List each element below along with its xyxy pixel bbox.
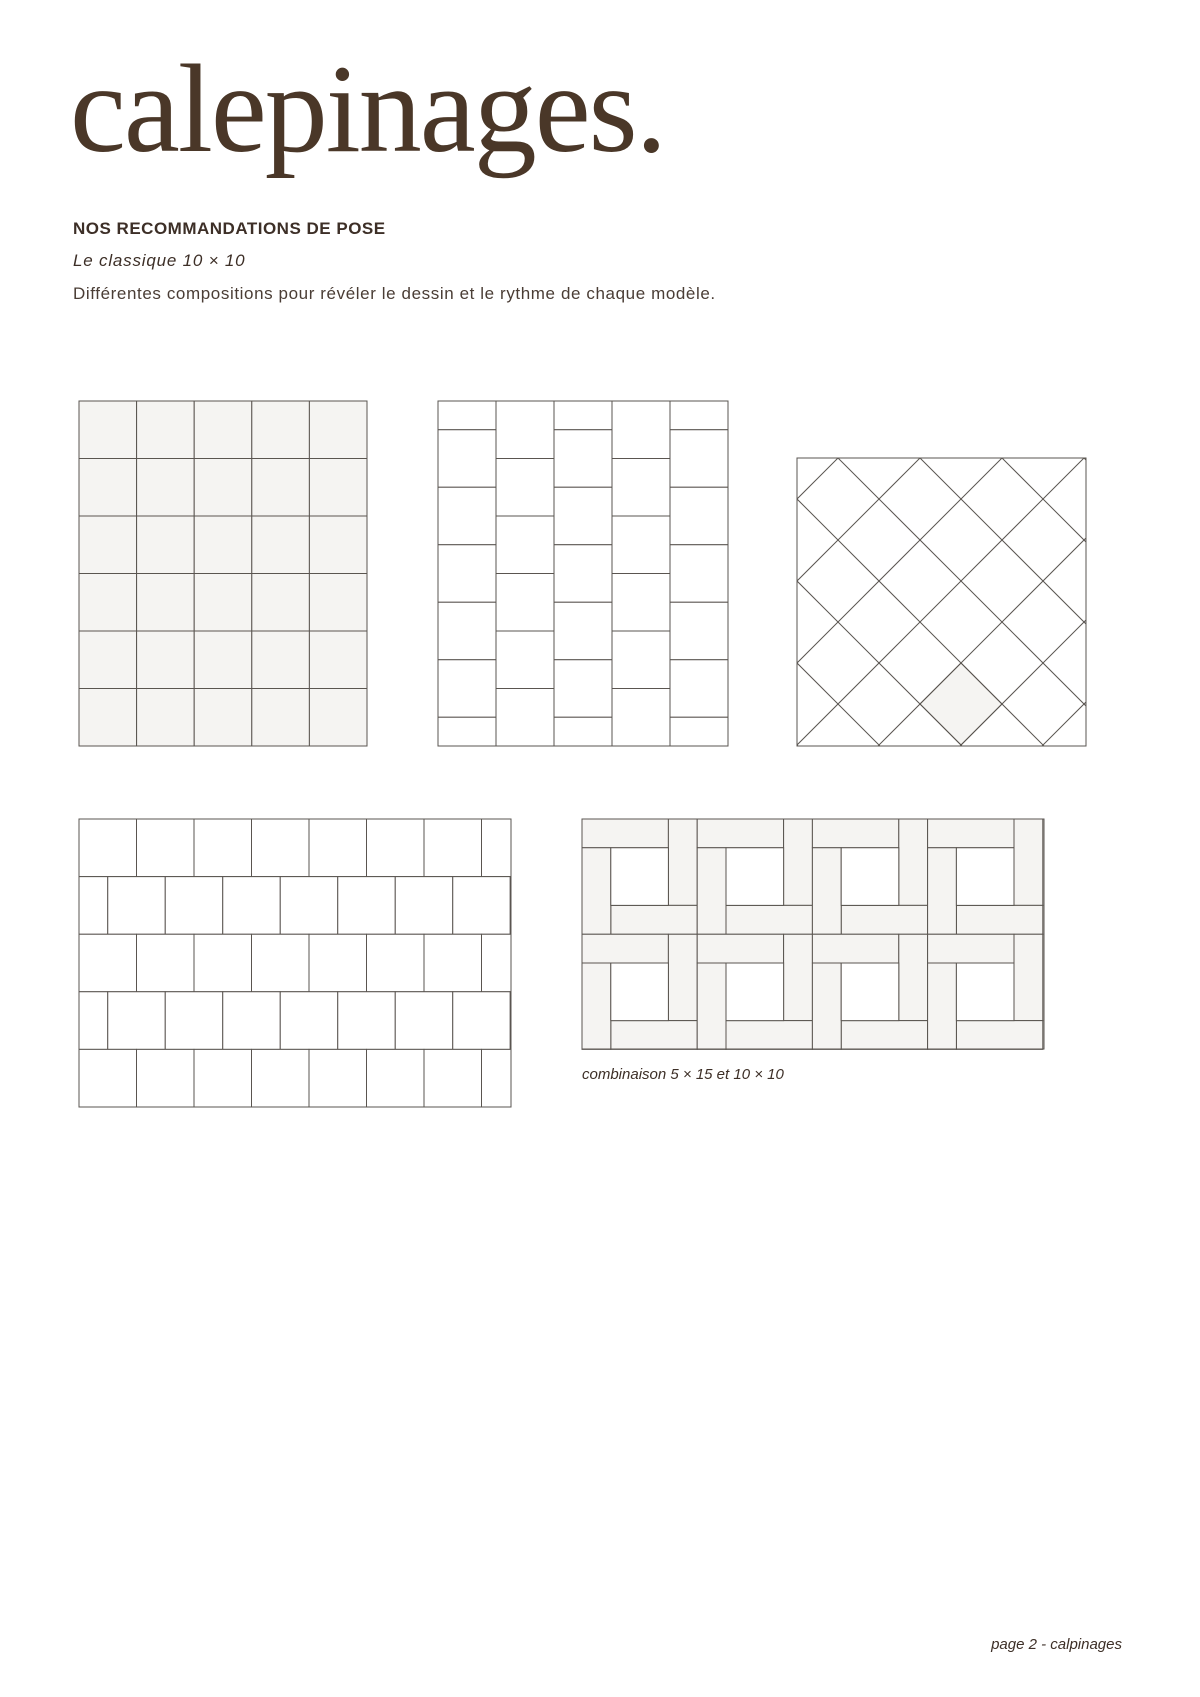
tile-joint — [1020, 448, 1200, 768]
tile — [582, 963, 611, 1049]
tile — [697, 848, 726, 934]
tile — [309, 819, 367, 877]
tile — [252, 934, 310, 992]
tile — [554, 545, 612, 603]
tile — [554, 430, 612, 488]
tile — [582, 934, 668, 963]
tile — [496, 689, 554, 747]
tile — [280, 992, 338, 1050]
tile — [309, 574, 367, 632]
tile — [611, 1021, 697, 1050]
tile — [137, 574, 195, 632]
tile — [137, 631, 195, 689]
pattern-caption: combinaison 5 × 15 et 10 × 10 — [582, 1066, 784, 1083]
tile — [137, 1049, 195, 1107]
tile — [309, 934, 367, 992]
tile — [482, 819, 512, 877]
tile — [697, 819, 783, 848]
tile — [194, 819, 252, 877]
tile — [309, 516, 367, 574]
tile — [438, 717, 496, 746]
tile — [554, 487, 612, 545]
tile — [438, 602, 496, 660]
tile — [668, 819, 697, 905]
tile-joint — [992, 448, 1200, 768]
tile — [812, 848, 841, 934]
tile — [165, 877, 223, 935]
tile — [554, 660, 612, 718]
tile — [79, 459, 137, 517]
tile — [194, 1049, 252, 1107]
tile — [726, 905, 812, 934]
pattern-vertical-offset — [438, 401, 728, 746]
tile — [438, 401, 496, 430]
tile — [697, 963, 726, 1049]
tile — [280, 877, 338, 935]
subtitle: Le classique 10 × 10 — [73, 251, 246, 270]
tile — [928, 963, 957, 1049]
tile — [582, 819, 668, 848]
tile — [438, 660, 496, 718]
tile — [554, 717, 612, 746]
tile-joint — [1102, 448, 1200, 768]
tile — [726, 1021, 812, 1050]
tile — [482, 1049, 512, 1107]
section-heading: NOS RECOMMANDATIONS DE POSE — [73, 219, 386, 238]
tile-joint — [1074, 448, 1200, 768]
tile — [194, 401, 252, 459]
tile — [453, 877, 511, 935]
tile — [611, 905, 697, 934]
tile — [252, 819, 310, 877]
tile — [841, 1021, 927, 1050]
tile — [338, 877, 396, 935]
tile — [424, 934, 482, 992]
tile — [899, 819, 928, 905]
tile — [137, 401, 195, 459]
tile — [1014, 934, 1043, 1020]
page-title: calepinages. — [70, 40, 666, 179]
tile — [79, 574, 137, 632]
tile — [841, 963, 899, 1021]
tile — [165, 992, 223, 1050]
tile — [424, 819, 482, 877]
tile — [928, 848, 957, 934]
tile — [670, 487, 728, 545]
tile — [367, 1049, 425, 1107]
tile — [670, 602, 728, 660]
tile — [252, 401, 310, 459]
tile — [956, 848, 1014, 906]
tile — [670, 401, 728, 430]
tile — [108, 877, 166, 935]
tile — [668, 934, 697, 1020]
tile — [554, 602, 612, 660]
tile — [612, 516, 670, 574]
tile — [79, 992, 108, 1050]
tile-joint — [774, 448, 1094, 768]
tile — [194, 459, 252, 517]
tile — [367, 819, 425, 877]
tile — [784, 819, 813, 905]
tile — [611, 963, 669, 1021]
tile — [612, 689, 670, 747]
tile — [252, 689, 310, 747]
tile — [928, 934, 1014, 963]
tile — [137, 459, 195, 517]
tile — [611, 848, 669, 906]
tile — [496, 459, 554, 517]
tile — [194, 934, 252, 992]
tile — [137, 689, 195, 747]
tile — [79, 689, 137, 747]
tile — [309, 689, 367, 747]
tile — [252, 631, 310, 689]
tile — [137, 516, 195, 574]
tile — [784, 934, 813, 1020]
tile — [928, 819, 1014, 848]
tile — [79, 516, 137, 574]
tile — [453, 992, 511, 1050]
tile — [137, 934, 195, 992]
tile — [223, 877, 281, 935]
tile — [697, 934, 783, 963]
tile — [309, 401, 367, 459]
tile — [841, 905, 927, 934]
tile — [309, 459, 367, 517]
tile — [252, 574, 310, 632]
tile — [79, 401, 137, 459]
tile — [812, 934, 898, 963]
pattern-basket-weave — [582, 819, 1044, 1049]
tile — [79, 877, 108, 935]
tile — [309, 631, 367, 689]
tile — [482, 934, 512, 992]
pattern-diagonal — [797, 458, 1086, 746]
tile — [612, 631, 670, 689]
tile — [309, 1049, 367, 1107]
tile — [726, 963, 784, 1021]
tile — [252, 1049, 310, 1107]
tile — [194, 631, 252, 689]
tile — [108, 992, 166, 1050]
tile — [496, 574, 554, 632]
tile — [956, 1021, 1042, 1050]
tile — [554, 401, 612, 430]
tile — [438, 545, 496, 603]
tile-joint — [1156, 448, 1200, 768]
tile — [194, 516, 252, 574]
tile — [395, 877, 453, 935]
tile — [812, 963, 841, 1049]
tile — [252, 516, 310, 574]
tile — [194, 689, 252, 747]
tile — [670, 430, 728, 488]
description: Différentes compositions pour révéler le dessin et le rythme de chaque modèle. — [73, 284, 716, 303]
tile — [367, 934, 425, 992]
tile — [79, 934, 137, 992]
tile — [582, 848, 611, 934]
tile-joint — [1184, 448, 1200, 768]
pattern-straight-grid — [79, 401, 367, 746]
tile — [252, 459, 310, 517]
pattern-running-bond — [79, 819, 511, 1107]
tile — [956, 963, 1014, 1021]
tile — [726, 848, 784, 906]
tile — [79, 1049, 137, 1107]
tile-joint — [828, 448, 1148, 768]
highlight-tile — [920, 663, 1002, 745]
tile — [79, 631, 137, 689]
tile — [956, 905, 1042, 934]
tile — [670, 545, 728, 603]
tile — [841, 848, 899, 906]
tile — [496, 516, 554, 574]
tile — [395, 992, 453, 1050]
tile — [812, 819, 898, 848]
tile — [438, 430, 496, 488]
page-footer: page 2 - calpinages — [991, 1636, 1122, 1653]
tile-joint — [746, 448, 1066, 768]
tile — [79, 819, 137, 877]
tile — [612, 459, 670, 517]
tile — [137, 819, 195, 877]
tile — [899, 934, 928, 1020]
tile — [612, 574, 670, 632]
tile — [496, 401, 554, 459]
tile — [223, 992, 281, 1050]
tile — [496, 631, 554, 689]
tile — [338, 992, 396, 1050]
tile — [424, 1049, 482, 1107]
tile — [612, 401, 670, 459]
tile — [670, 717, 728, 746]
tile — [194, 574, 252, 632]
tile — [1014, 819, 1043, 905]
tile-joint — [856, 448, 1176, 768]
tile — [670, 660, 728, 718]
tile — [438, 487, 496, 545]
